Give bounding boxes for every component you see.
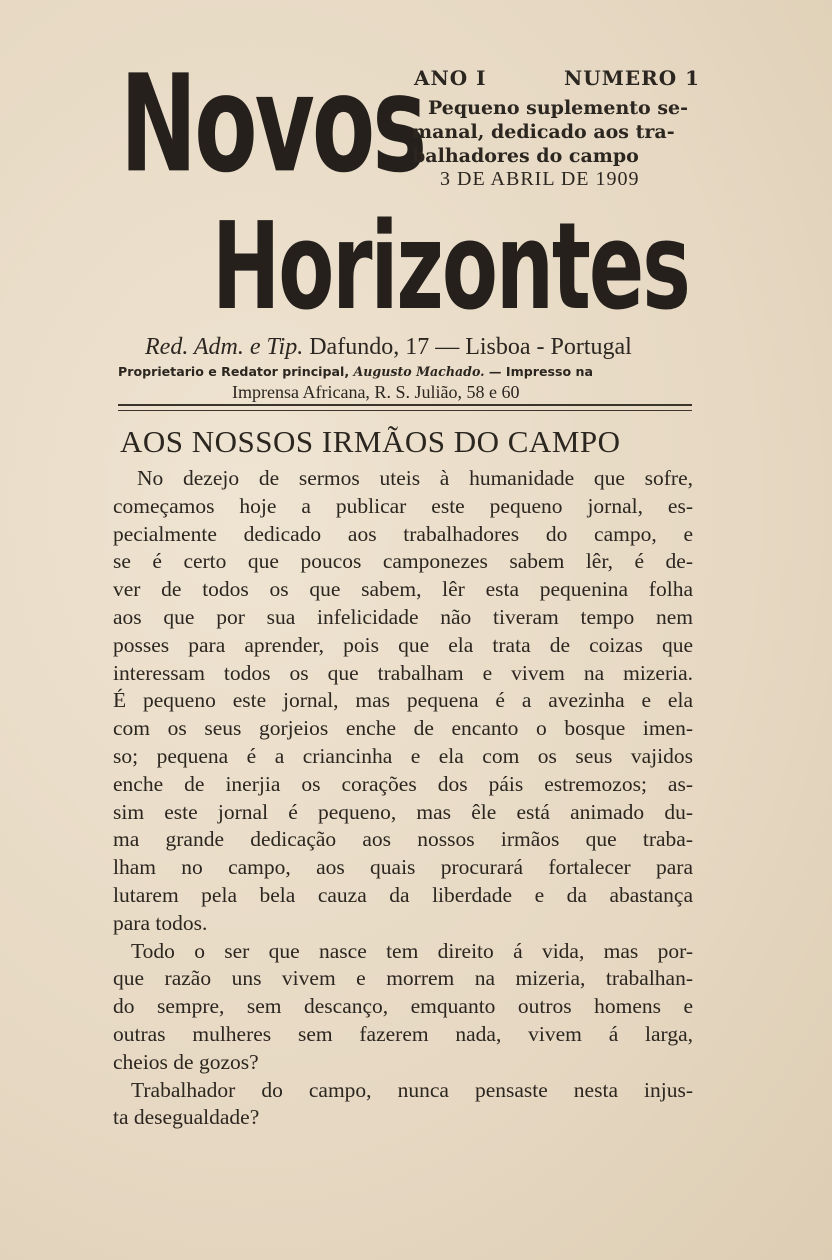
article-line: interessam todos os que trabalham e vivem na mizeria. [113,660,693,685]
article-line: se é certo que poucos camponezes sabem lêr, é de- [113,549,693,574]
supplement-line: manal, dedicado aos tra- [412,121,675,143]
article-line: É pequeno este jornal, mas pequena é a avezinha e ela [113,688,693,713]
issue-number: NUMERO 1 [563,66,700,90]
article-line: começamos hoje a publicar este pequeno jornal, es- [113,493,693,518]
supplement-line: Pequeno suplemento se- [428,97,688,119]
article-line: No dezejo de sermos uteis à humanidade que sofre, [137,466,693,490]
article-line: com os seus gorjeios enche de encanto o bosque imen- [113,716,693,741]
divider-rule [118,404,692,406]
article-line: do sempre, sem descanço, emquanto outros homens e [113,994,693,1019]
article-line: lutarem pela bela cauza da liberdade e da abastança [113,882,693,907]
issue-info [410,66,700,191]
imprint-printed-at: — Impresso na [484,364,593,379]
article-line: Trabalhador do campo, nunca pensaste nesta injus- [131,1077,693,1102]
imprint-proprietor-name: Augusto Machado. [353,364,485,379]
imprint-proprietor-label: Proprietario e Redator principal, [118,364,354,379]
masthead-title-novos: Novos [120,46,425,203]
article-line: sim este jornal é pequeno, mas êle está animado du- [113,799,693,824]
imprint-proprietor [118,364,593,379]
article-line: Todo o ser que nasce tem direito á vida, mas por- [131,938,693,963]
supplement-line: balhadores do campo [412,145,639,167]
article-line: outras mulheres sem fazerem nada, vivem á larga, [113,1021,693,1046]
article-line: que razão uns vivem e morrem na mizeria, trabalhan- [113,966,693,991]
article-line: ver de todos os que sabem, lêr esta pequenina folha [113,577,693,602]
imprint-location: Dafundo, 17 — Lisboa - Portugal [303,334,632,360]
article-line: aos que por sua infelicidade não tiveram tempo nem [113,604,693,629]
imprint-address [145,334,632,361]
article-line: posses para aprender, pois que ela trata de coizas que [113,632,693,657]
article-line: lham no campo, aos quais procurará fortalecer para [113,855,693,880]
article-line: enche de inerjia os corações dos páis estremozos; as- [113,771,693,796]
imprint-printer: Imprensa Africana, R. S. Julião, 58 e 60 [232,382,520,402]
issue-year: ANO I [414,66,487,90]
supplement-description [410,96,700,168]
issue-row [410,66,700,90]
article-headline: AOS NOSSOS IRMÃOS DO CAMPO [120,424,621,459]
article-line: ma grande dedicação aos nossos irmãos que traba- [113,827,693,852]
article-line: so; pequena é a criancinha e ela com os seus vajidos [113,743,693,768]
article-line: pecialmente dedicado aos trabalhadores do campo, e [113,521,693,546]
article-body [113,465,693,1132]
divider-rule [118,410,692,411]
masthead-title-horizontes: Horizontes [212,198,689,337]
issue-date: 3 DE ABRIL DE 1909 [440,168,640,190]
imprint-label: Red. Adm. e Tip. [145,334,304,360]
article-line: cheios de gozos? [113,1049,259,1074]
article-line: ta desegualdade? [113,1105,260,1130]
article-line: para todos. [113,910,208,935]
